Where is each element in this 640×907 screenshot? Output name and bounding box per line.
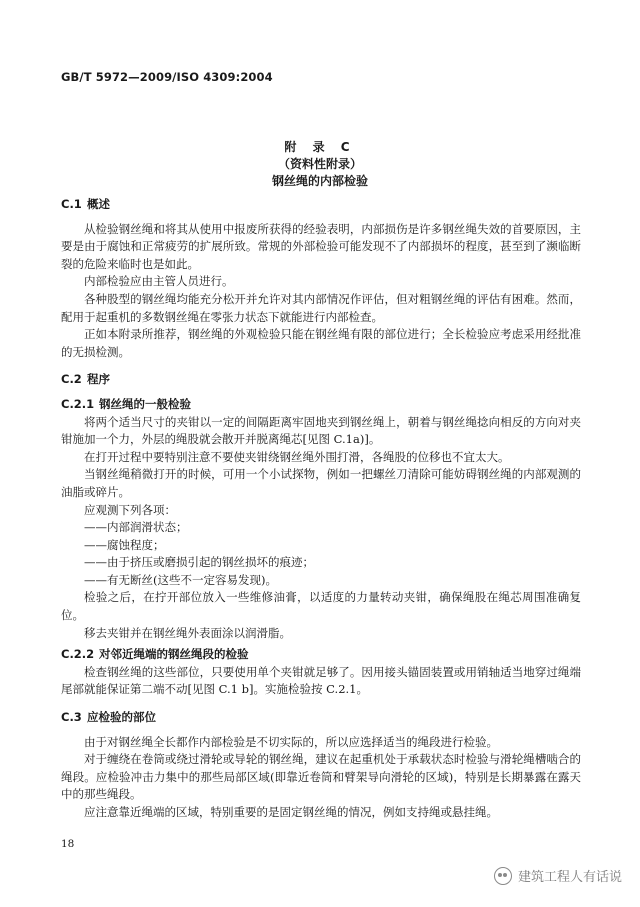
list-item: ——腐蚀程度；: [84, 537, 165, 552]
wechat-icon: [494, 867, 512, 885]
list-item: ——内部润滑状态；: [84, 520, 188, 535]
subsection-heading-c21: [61, 396, 581, 414]
paragraph: 由于对钢丝绳全长都作内部检验是不切实际的，所以应选择适当的绳段进行检验。: [84, 734, 498, 749]
paragraph: 正如本附录所推荐，钢丝绳的外观检验只能在钢丝绳有限的部位进行；全长检验应考虑采用经批准的无损检测。: [61, 327, 581, 359]
paragraph: 移去夹钳并在钢丝绳外表面涂以润滑脂。: [84, 625, 291, 640]
paragraph: 检查钢丝绳的这些部位，只要使用单个夹钳就足够了。因用接头锚固装置或用销轴适当地穿过绳端尾部就能保证第二端不动[见图 C.1 b]。实施检验按 C.2.1。: [61, 664, 581, 697]
section-title: 程序: [87, 372, 110, 387]
section-number: C.2: [61, 372, 82, 387]
appendix-label: 附 录 C: [284, 140, 356, 154]
paragraph: 应注意靠近绳端的区域，特别重要的是固定钢丝绳的情况，例如支持绳或悬挂绳。: [84, 805, 498, 819]
paragraph: 检验之后，在拧开部位放入一些维修油膏，以适度的力量转动夹钳，确保绳股在绳芯周围准确复位。: [61, 590, 581, 623]
section-number: C.1: [61, 197, 82, 211]
appendix-type: （资料性附录）: [277, 157, 362, 171]
list-item: ——由于挤压或磨损引起的钢丝损坏的痕迹；: [84, 555, 314, 570]
paragraph: 将两个适当尺寸的夹钳以一定的间隔距离牢固地夹到钢丝绳上，朝着与钢丝绳捻向相反的方向对夹钳施加一个力，外层的绳股就会散开并脱离绳芯[见图 C.1a)]。: [61, 414, 581, 447]
section-title: 概述: [87, 197, 110, 211]
paragraph: 在打开过程中要特别注意不要使夹钳绕钢丝绳外围打滑，各绳股的位移也不宜太大。: [84, 449, 510, 464]
page-number: 18: [61, 838, 75, 850]
paragraph: 各种股型的钢丝绳均能充分松开并允许对其内部情况作评估，但对粗钢丝绳的评估有困难。然而，配用于起重机的多数钢丝绳在零张力状态下就能进行内部检查。: [61, 291, 581, 324]
paragraph: 从检验钢丝绳和将其从使用中报废所获得的经验表明，内部损伤是许多钢丝绳失效的首要原因，主要是由于腐蚀和正常疲劳的扩展所致。常规的外部检验可能发现不了内部损坏的程度，甚至到了濒临断裂的危险来临时也是如此。: [61, 221, 581, 271]
section-number: C.2.1: [61, 396, 95, 411]
document-body: [61, 196, 581, 822]
appendix-name: 钢丝绳的内部检验: [271, 174, 368, 188]
watermark: [494, 866, 622, 885]
paragraph: 内部检验应由主管人员进行。: [84, 274, 234, 289]
section-heading-c3: [61, 709, 581, 727]
standard-number: GB/T 5972—2009/ISO 4309:2004: [61, 70, 273, 84]
section-title: 对邻近绳端的钢丝绳段的检验: [99, 647, 249, 662]
section-heading-c1: [61, 196, 581, 214]
subsection-heading-c22: [61, 646, 581, 664]
list-item: ——有无断丝(这些不一定容易发现)。: [84, 572, 277, 587]
paragraph: 应观测下列各项：: [84, 502, 176, 517]
paragraph: 当钢丝绳稍微打开的时候，可用一个小试探物，例如一把螺丝刀清除可能妨碍钢丝绳的内部观测的油脂或碎片。: [61, 467, 581, 499]
paragraph: 对于缠绕在卷筒或绕过滑轮或导轮的钢丝绳，建议在起重机处于承载状态时检验与滑轮绳槽啮合的绳段。应检验冲击力集中的那些局部区域(即靠近卷筒和臂架导向滑轮的区域)，特别是长期暴露在露天中的那些绳段。: [61, 752, 581, 802]
section-heading-c2: [61, 371, 581, 389]
section-number: C.3: [61, 710, 82, 725]
section-title: 钢丝绳的一般检验: [99, 396, 191, 411]
watermark-text: 建筑工程人有话说: [517, 870, 622, 885]
appendix-title-block: [0, 139, 640, 190]
section-title: 应检验的部位: [87, 710, 156, 725]
section-number: C.2.2: [61, 647, 95, 662]
